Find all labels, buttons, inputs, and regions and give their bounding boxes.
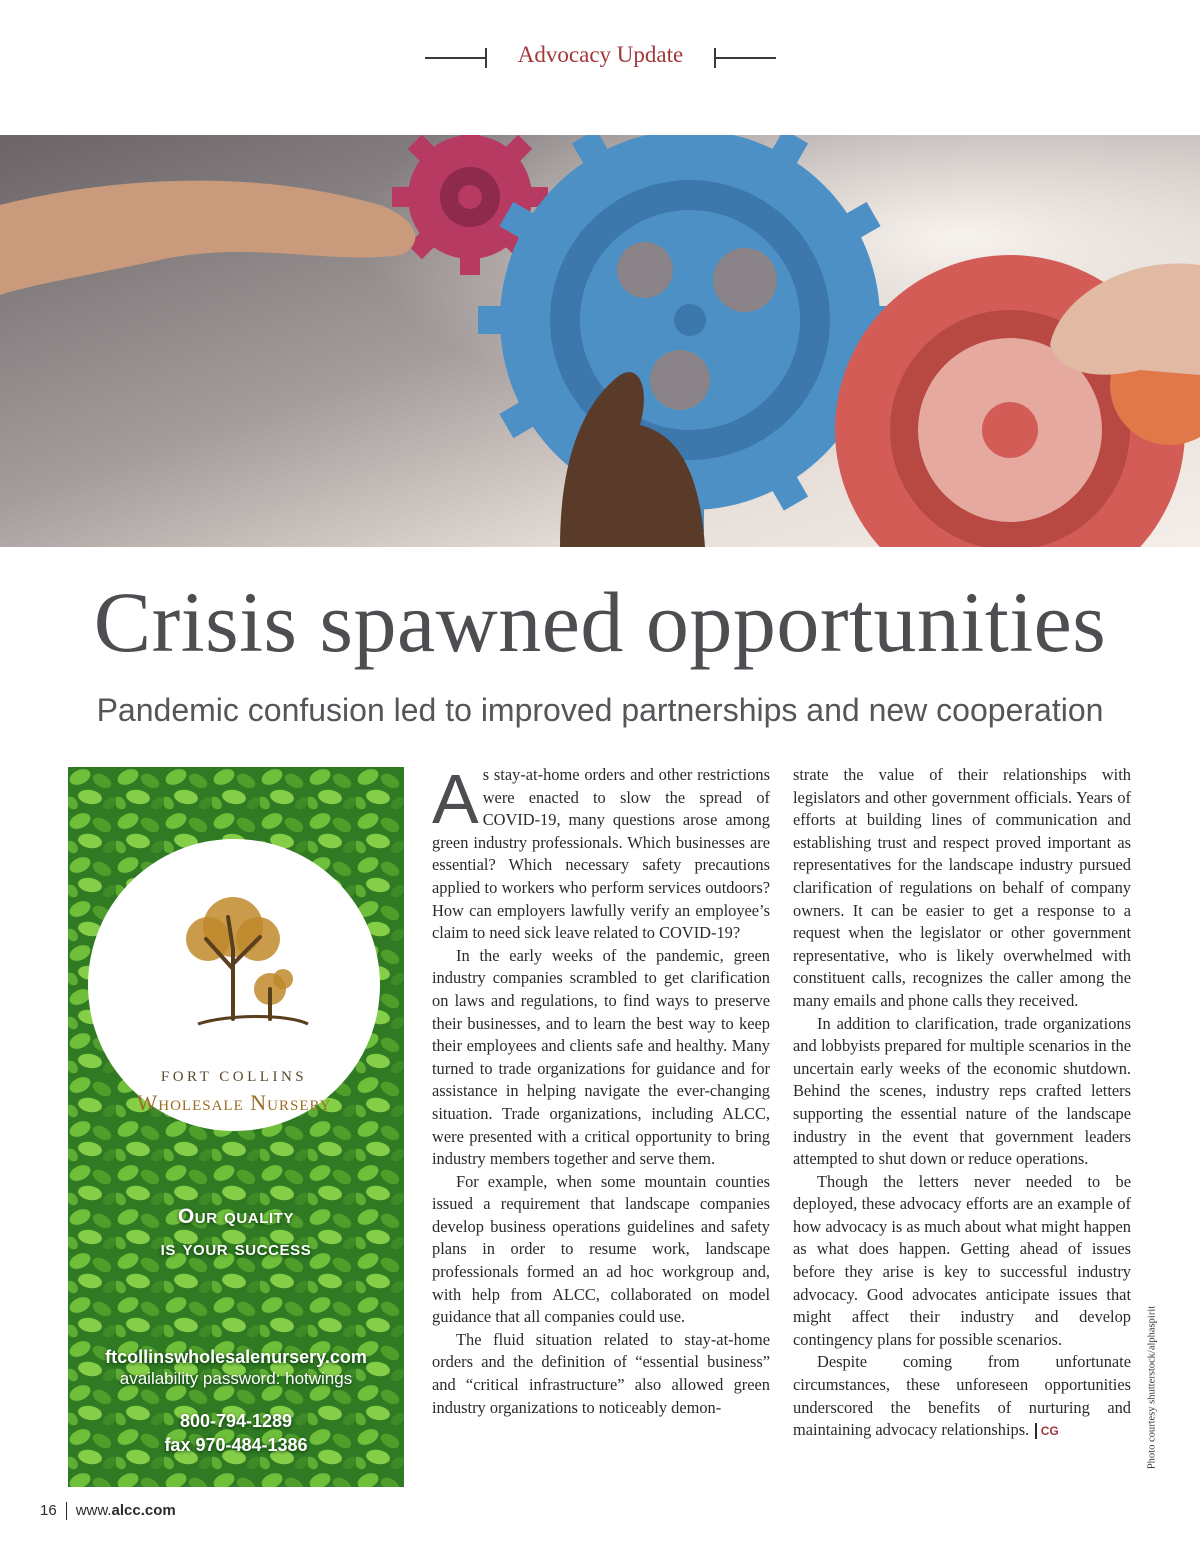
folio-divider: [66, 1502, 67, 1520]
logo-circle: [88, 839, 380, 1131]
headline: Crisis spawned opportunities: [93, 574, 1107, 670]
paragraph-2: In the early weeks of the pandemic, green industry companies scrambled to get clarification on laws and regulations, to find ways to preserve their businesses, and to learn the best way to keep their employees and clients safe and healthy. Many turned to trade organizations for guidance and for assistance in helping navigate the ever-changing situation. Trade organizations, including ALCC, were presented with a critical opportunity to bring industry members together and serve them.: [432, 945, 770, 1169]
paragraph-4: The fluid situation related to stay-at-home orders and the definition of “essential business” and “critical infrastructure” also allowed green industry organizations to noticeably demon-: [432, 1329, 770, 1417]
article-column-1: [432, 760, 770, 1419]
article-column-2: [793, 764, 1131, 1443]
ad-tagline-line2: is your success: [160, 1237, 312, 1260]
ad-fax: fax 970-484-1386: [164, 1435, 308, 1455]
nursery-advertisement[interactable]: [68, 767, 404, 1487]
hero-photo: [0, 135, 1200, 547]
paragraph-7: [793, 1351, 1131, 1442]
signoff-mark: CG: [1040, 1424, 1059, 1439]
website-prefix: www.: [75, 1502, 112, 1519]
photo-credit: [1144, 1290, 1160, 1490]
section-header: [0, 38, 1200, 74]
ad-website-link[interactable]: ftcollinswholesalenursery.com: [105, 1347, 367, 1367]
signoff-divider: [1035, 1423, 1037, 1439]
paragraph-1-text: s stay-at-home orders and other restrictions were enacted to slow the spread of COVID-19, many questions arose among green industry professionals. Which businesses are essential? Which necessary safety precautions applied to workers who perform services outdoors? How can employers lawfully verify an employee’s claim to need sick leave related to COVID-19?: [432, 765, 770, 943]
paragraph-7-text: Despite coming from unfortunate circumstances, these unforeseen opportunities underscored the benefits of nurturing and maintaining advocacy relationships.: [793, 1352, 1131, 1440]
logo-text-bottom: Wholesale Nursery: [136, 1090, 332, 1115]
header-rule-left: [425, 57, 487, 59]
logo-text-top: FORT COLLINS: [160, 1069, 308, 1085]
page-number: 16: [40, 1502, 57, 1519]
ad-tagline-line1: Our quality: [177, 1205, 295, 1228]
paragraph-3: For example, when some mountain counties issued a requirement that landscape companies develop business operations guidelines and safety plans in order to resume work, landscape professionals formed an ad hoc workgroup and, with help from ALCC, collaborated on model guidance that all companies could use.: [432, 1171, 770, 1327]
ad-phone: 800-794-1289: [179, 1411, 293, 1431]
subheadline: Pandemic confusion led to improved partnerships and new cooperation: [96, 692, 1104, 728]
paragraph-1: [432, 760, 770, 945]
website-domain: alcc.com: [111, 1502, 176, 1519]
photo-credit-text: Photo courtesy shutterstock/alphaspirit: [1146, 1305, 1158, 1470]
drop-cap: A: [432, 760, 479, 838]
section-label: Advocacy Update: [517, 42, 684, 67]
ad-password: availability password: hotwings: [119, 1369, 353, 1388]
header-rule-right: [714, 57, 776, 59]
paragraph-4-continued: strate the value of their relationships with legislators and other government officials. Years of efforts at building lines of communication and establishing trust and respect proved important as representatives for the landscape industry pursued clarification of regulations on behalf of company owners. It can be easier to get a response to a request when the legislator or other government representative, who is likely overwhelmed with constituent calls, recognizes the caller among the many emails and phone calls they received.: [793, 765, 1131, 1010]
tree-logo-icon: [88, 839, 380, 1131]
page-folio: [40, 1502, 176, 1520]
paragraph-5: In addition to clarification, trade organizations and lobbyists prepared for multiple scenarios in the uncertain early weeks of the economic shutdown. Behind the scenes, industry reps crafted letters supporting the essential nature of the landscape industry in the event that government leaders attempted to shut down or reduce operations.: [793, 1013, 1131, 1169]
paragraph-6: Though the letters never needed to be deployed, these advocacy efforts are an example of how advocacy is as much about what might happen as what does happen. Getting ahead of issues before they arise is key to successful industry advocacy. Good advocates anticipate issues that might affect their industry and develop contingency plans for possible scenarios.: [793, 1171, 1131, 1349]
website-link[interactable]: [76, 1502, 176, 1519]
